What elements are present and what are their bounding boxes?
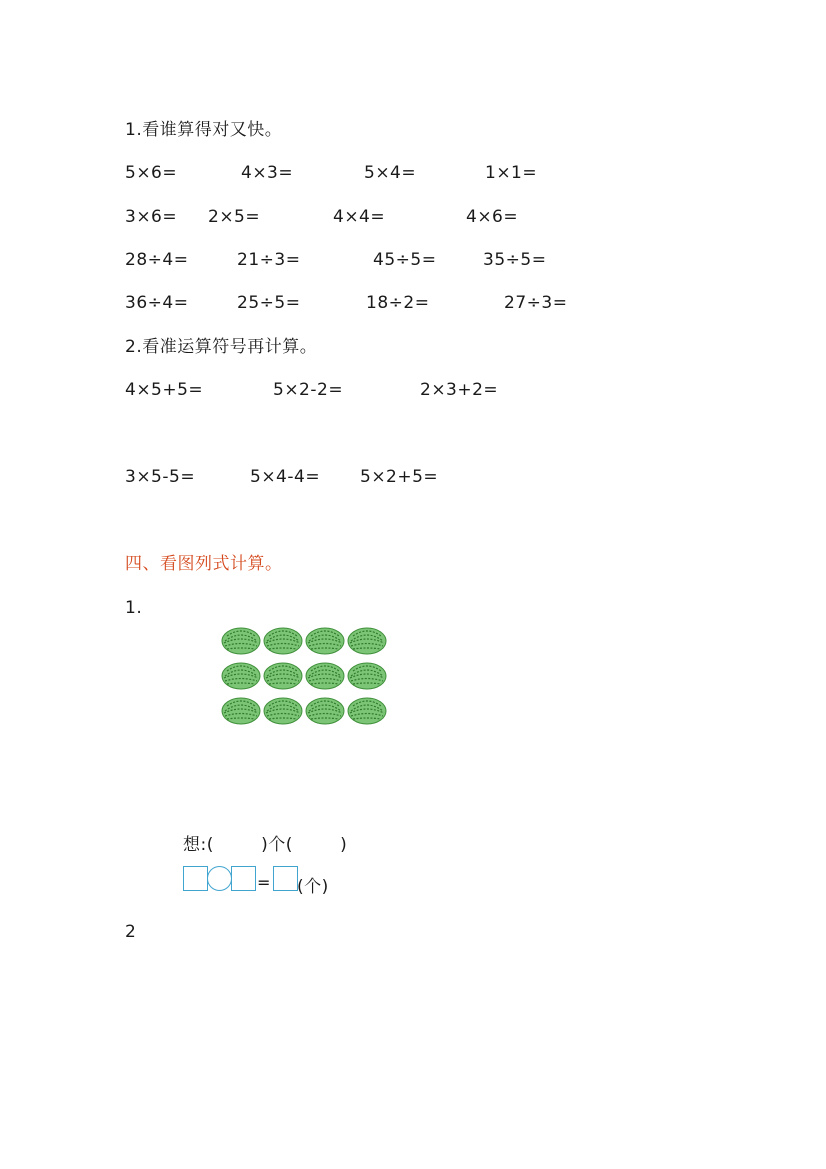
problem: 5×4-4= <box>250 467 321 487</box>
watermelon-grid <box>218 624 390 730</box>
problem: 35÷5= <box>483 250 547 270</box>
question-2-label: 2 <box>125 922 137 942</box>
watermelon-icon <box>347 627 387 655</box>
watermelon-icon <box>263 697 303 725</box>
answer-box[interactable] <box>183 866 208 891</box>
problem: 5×2-2= <box>273 380 344 400</box>
think-line: 想:( )个( ) <box>183 835 348 855</box>
watermelon-icon <box>305 627 345 655</box>
watermelon-icon <box>263 662 303 690</box>
watermelon-icon <box>305 662 345 690</box>
problem: 3×5-5= <box>125 467 196 487</box>
problem: 2×5= <box>208 207 261 227</box>
equals-sign: = <box>257 873 271 892</box>
answer-box[interactable] <box>231 866 256 891</box>
watermelon-icon <box>305 697 345 725</box>
watermelon-icon <box>347 697 387 725</box>
unit-label: (个) <box>297 877 329 897</box>
watermelon-icon <box>221 662 261 690</box>
problem: 5×4= <box>364 163 417 183</box>
problem: 25÷5= <box>237 293 301 313</box>
problem: 4×6= <box>466 207 519 227</box>
problem: 4×4= <box>333 207 386 227</box>
watermelon-icon <box>221 697 261 725</box>
answer-row <box>183 864 343 897</box>
problem: 21÷3= <box>237 250 301 270</box>
problem: 4×3= <box>241 163 294 183</box>
watermelon-icon <box>347 662 387 690</box>
problem: 2×3+2= <box>420 380 499 400</box>
problem: 36÷4= <box>125 293 189 313</box>
section1-title: 1.看谁算得对又快。 <box>125 120 283 140</box>
section4-title: 四、看图列式计算。 <box>125 554 283 574</box>
section2-title: 2.看准运算符号再计算。 <box>125 337 318 357</box>
problem: 1×1= <box>485 163 538 183</box>
problem: 5×6= <box>125 163 178 183</box>
problem: 45÷5= <box>373 250 437 270</box>
problem: 28÷4= <box>125 250 189 270</box>
operator-circle[interactable] <box>207 866 232 891</box>
problem: 4×5+5= <box>125 380 204 400</box>
problem: 3×6= <box>125 207 178 227</box>
problem: 27÷3= <box>504 293 568 313</box>
watermelon-icon <box>263 627 303 655</box>
watermelon-icon <box>221 627 261 655</box>
question-1-label: 1. <box>125 598 143 618</box>
problem: 18÷2= <box>366 293 430 313</box>
problem: 5×2+5= <box>360 467 439 487</box>
answer-box[interactable] <box>273 866 298 891</box>
